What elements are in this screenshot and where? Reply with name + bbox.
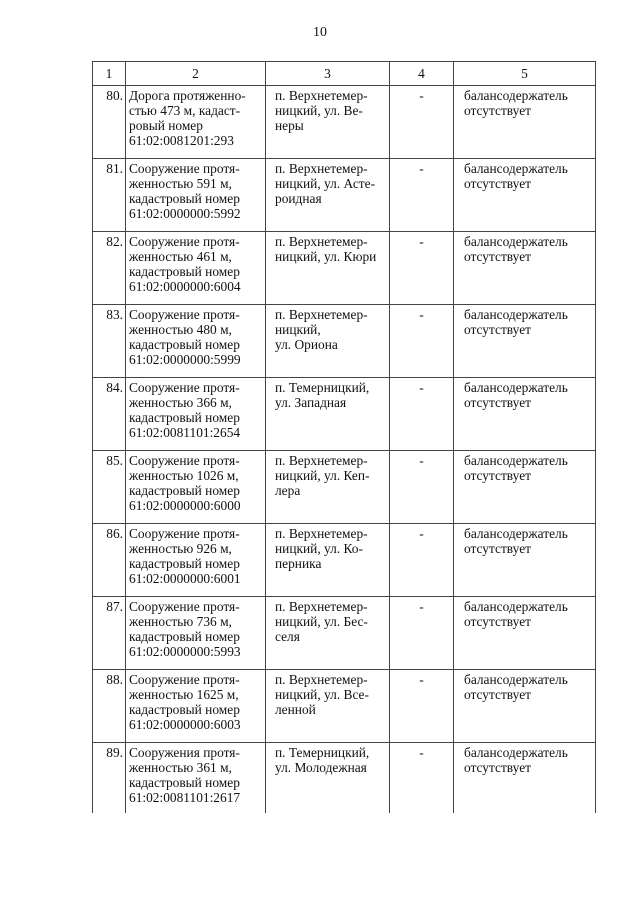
object-name-line: женностью 736 м,: [129, 614, 232, 629]
address-line: ницкий, ул. Асте-: [275, 176, 376, 191]
object-name-line: ровый номер: [129, 118, 203, 133]
object-name-line: 61:02:0000000:6003: [129, 717, 241, 732]
row-number-cell: 84.: [93, 378, 126, 451]
object-name-line: женностью 480 м,: [129, 322, 232, 337]
column-4-cell: -: [390, 86, 454, 159]
address-cell: [266, 305, 390, 378]
holder-cell: [454, 670, 596, 743]
table-row: [93, 524, 596, 597]
holder-line: отсутствует: [464, 395, 531, 410]
table-row: [93, 597, 596, 670]
holder-line: балансодержатель: [464, 526, 568, 541]
holder-cell: [454, 597, 596, 670]
address-line: п. Верхнетемер-: [275, 453, 368, 468]
address-cell: [266, 159, 390, 232]
object-name-line: 61:02:0000000:5993: [129, 644, 241, 659]
object-name-cell: [126, 597, 266, 670]
object-name-line: стью 473 м, кадаст-: [129, 103, 241, 118]
object-name-line: Сооружение протя-: [129, 526, 240, 541]
column-4-cell: -: [390, 159, 454, 232]
object-name-line: кадастровый номер: [129, 337, 240, 352]
holder-cell: [454, 86, 596, 159]
object-name-line: Сооружение протя-: [129, 234, 240, 249]
object-name-line: Сооружение протя-: [129, 672, 240, 687]
address-line: селя: [275, 629, 300, 644]
address-line: ул. Западная: [275, 395, 347, 410]
address-cell: [266, 378, 390, 451]
address-line: п. Верхнетемер-: [275, 88, 368, 103]
address-line: п. Темерницкий,: [275, 745, 370, 760]
object-name-line: женностью 591 м,: [129, 176, 232, 191]
object-name-line: Сооружение протя-: [129, 599, 240, 614]
holder-line: балансодержатель: [464, 672, 568, 687]
column-4-cell: -: [390, 670, 454, 743]
holder-line: балансодержатель: [464, 453, 568, 468]
holder-cell: [454, 232, 596, 305]
table-row: [93, 305, 596, 378]
row-number-cell: 86.: [93, 524, 126, 597]
address-line: ницкий, ул. Бес-: [275, 614, 368, 629]
holder-line: отсутствует: [464, 322, 531, 337]
object-name-cell: [126, 378, 266, 451]
address-cell: [266, 451, 390, 524]
object-name-line: 61:02:0000000:5992: [129, 206, 241, 221]
table-row: [93, 670, 596, 743]
address-cell: [266, 86, 390, 159]
address-cell: [266, 670, 390, 743]
page-number: 10: [313, 25, 327, 40]
object-name-line: кадастровый номер: [129, 410, 240, 425]
object-name-line: Сооружения протя-: [129, 745, 240, 760]
address-line: лера: [275, 483, 301, 498]
column-4-cell: -: [390, 524, 454, 597]
address-line: ленной: [275, 702, 316, 717]
object-name-line: женностью 366 м,: [129, 395, 232, 410]
object-name-cell: [126, 159, 266, 232]
column-header: 2: [126, 62, 266, 86]
object-name-cell: [126, 524, 266, 597]
object-name-line: Сооружение протя-: [129, 161, 240, 176]
object-name-line: кадастровый номер: [129, 483, 240, 498]
address-line: ницкий, ул. Ве-: [275, 103, 363, 118]
address-line: п. Темерницкий,: [275, 380, 370, 395]
object-name-line: 61:02:0081101:2654: [129, 425, 241, 440]
address-line: ницкий, ул. Все-: [275, 687, 369, 702]
table-row: [93, 378, 596, 451]
holder-cell: [454, 159, 596, 232]
row-number-cell: 85.: [93, 451, 126, 524]
holder-line: отсутствует: [464, 687, 531, 702]
object-name-cell: [126, 232, 266, 305]
row-number-cell: 87.: [93, 597, 126, 670]
object-name-cell: [126, 743, 266, 814]
column-header: 3: [266, 62, 390, 86]
object-name-line: женностью 461 м,: [129, 249, 232, 264]
column-4-cell: -: [390, 378, 454, 451]
object-name-line: женностью 1625 м,: [129, 687, 239, 702]
holder-line: отсутствует: [464, 249, 531, 264]
row-number-cell: 81.: [93, 159, 126, 232]
address-line: неры: [275, 118, 304, 133]
holder-line: балансодержатель: [464, 307, 568, 322]
address-line: ницкий, ул. Кеп-: [275, 468, 370, 483]
table-row: [93, 451, 596, 524]
column-4-cell: -: [390, 305, 454, 378]
address-line: ул. Ориона: [275, 337, 338, 352]
column-4-cell: -: [390, 597, 454, 670]
column-header: 4: [390, 62, 454, 86]
object-name-line: Дорога протяженно-: [129, 88, 246, 103]
address-line: ницкий, ул. Кюри: [275, 249, 377, 264]
row-number-cell: 83.: [93, 305, 126, 378]
holder-line: отсутствует: [464, 760, 531, 775]
table-row: [93, 232, 596, 305]
object-name-line: кадастровый номер: [129, 556, 240, 571]
column-header: 1: [93, 62, 126, 86]
address-line: ул. Молодежная: [275, 760, 367, 775]
object-name-line: кадастровый номер: [129, 775, 240, 790]
table-header-row: [93, 62, 596, 86]
address-line: п. Верхнетемер-: [275, 672, 368, 687]
object-name-cell: [126, 86, 266, 159]
holder-line: отсутствует: [464, 176, 531, 191]
table-row: [93, 743, 596, 814]
object-name-line: женностью 1026 м,: [129, 468, 239, 483]
object-name-line: женностью 361 м,: [129, 760, 232, 775]
holder-cell: [454, 305, 596, 378]
address-line: п. Верхнетемер-: [275, 234, 368, 249]
holder-line: балансодержатель: [464, 380, 568, 395]
object-name-line: 61:02:0081201:293: [129, 133, 234, 148]
row-number-cell: 89.: [93, 743, 126, 814]
table-row: [93, 159, 596, 232]
object-name-line: Сооружение протя-: [129, 453, 240, 468]
holder-line: отсутствует: [464, 541, 531, 556]
holder-cell: [454, 451, 596, 524]
object-name-line: 61:02:0000000:6001: [129, 571, 241, 586]
table-row: [93, 86, 596, 159]
object-name-cell: [126, 451, 266, 524]
column-header: 5: [454, 62, 596, 86]
object-name-line: кадастровый номер: [129, 629, 240, 644]
address-line: п. Верхнетемер-: [275, 307, 368, 322]
holder-line: отсутствует: [464, 103, 531, 118]
holder-cell: [454, 378, 596, 451]
address-line: п. Верхнетемер-: [275, 161, 368, 176]
address-line: ницкий, ул. Ко-: [275, 541, 363, 556]
holder-line: балансодержатель: [464, 161, 568, 176]
address-line: ницкий,: [275, 322, 321, 337]
address-line: перника: [275, 556, 322, 571]
address-line: роидная: [275, 191, 322, 206]
object-name-line: Сооружение протя-: [129, 380, 240, 395]
column-4-cell: -: [390, 232, 454, 305]
holder-line: отсутствует: [464, 614, 531, 629]
row-number-cell: 88.: [93, 670, 126, 743]
row-number-cell: 82.: [93, 232, 126, 305]
holder-line: отсутствует: [464, 468, 531, 483]
address-line: п. Верхнетемер-: [275, 526, 368, 541]
address-cell: [266, 524, 390, 597]
row-number-cell: 80.: [93, 86, 126, 159]
holder-cell: [454, 524, 596, 597]
object-name-line: кадастровый номер: [129, 702, 240, 717]
column-4-cell: -: [390, 743, 454, 814]
address-cell: [266, 743, 390, 814]
address-cell: [266, 597, 390, 670]
holder-line: балансодержатель: [464, 234, 568, 249]
holder-line: балансодержатель: [464, 88, 568, 103]
object-name-line: 61:02:0000000:6004: [129, 279, 241, 294]
holder-line: балансодержатель: [464, 745, 568, 760]
object-name-line: Сооружение протя-: [129, 307, 240, 322]
address-line: п. Верхнетемер-: [275, 599, 368, 614]
object-name-line: женностью 926 м,: [129, 541, 232, 556]
address-cell: [266, 232, 390, 305]
column-4-cell: -: [390, 451, 454, 524]
object-name-line: кадастровый номер: [129, 264, 240, 279]
property-table: [92, 61, 596, 813]
holder-line: балансодержатель: [464, 599, 568, 614]
object-name-cell: [126, 305, 266, 378]
object-name-line: 61:02:0081101:2617: [129, 790, 241, 805]
holder-cell: [454, 743, 596, 814]
object-name-line: кадастровый номер: [129, 191, 240, 206]
object-name-line: 61:02:0000000:6000: [129, 498, 241, 513]
object-name-line: 61:02:0000000:5999: [129, 352, 241, 367]
object-name-cell: [126, 670, 266, 743]
